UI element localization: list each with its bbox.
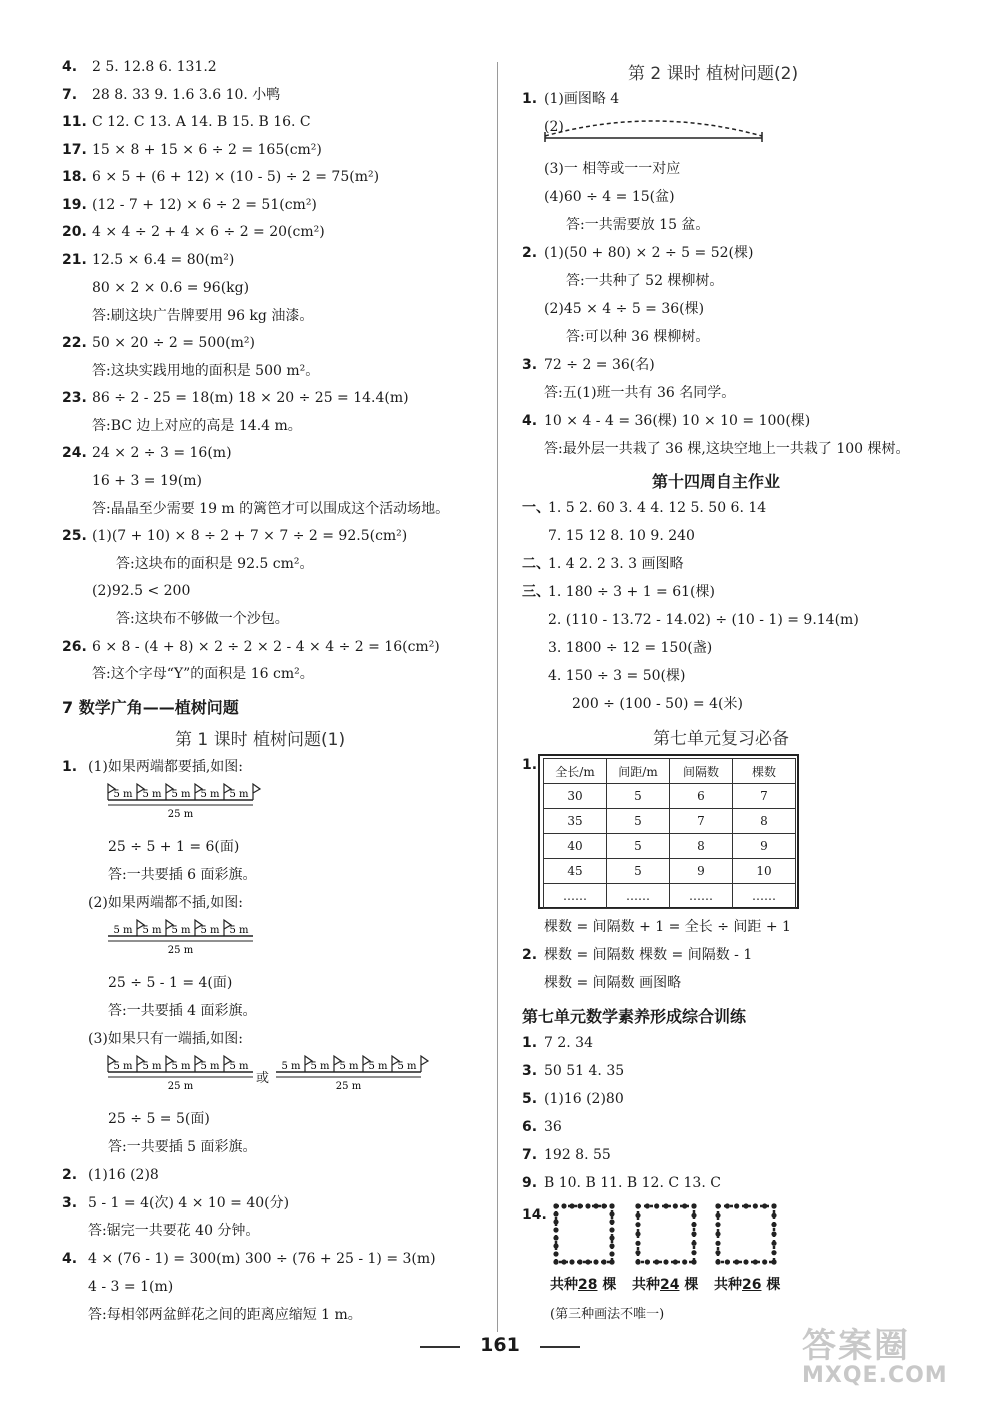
or-label: 或 xyxy=(256,1071,270,1086)
week14-line: 2. (110 - 13.72 - 14.02) ÷ (10 - 1) = 9.14(m) xyxy=(548,612,859,628)
segment-label: 5 m xyxy=(310,1061,330,1072)
week14-heading: 第十四周自主作业 xyxy=(652,472,781,491)
answer-line: 答:这块实践用地的面积是 500 m²。 xyxy=(92,363,320,379)
lesson1-q4-answer: 答:每相邻两盆鲜花之间的距离应缩短 1 m。 xyxy=(88,1307,362,1323)
tree-dot xyxy=(691,1203,696,1208)
answer-line: (2)92.5 < 200 xyxy=(92,583,191,599)
tree-dot xyxy=(635,1213,640,1218)
answer-num: 26. xyxy=(62,639,87,655)
lesson1-heading: 第 1 课时 植树问题(1) xyxy=(175,730,346,750)
tree-dot xyxy=(682,1259,687,1264)
lesson2-line: 答:一共种了 52 棵柳树。 xyxy=(566,273,724,289)
table-cell: 9 xyxy=(733,834,796,859)
lesson2-line: (2) xyxy=(544,119,564,135)
lesson2-line: 答:五(1)班一共有 36 名同学。 xyxy=(544,385,736,401)
segment-label: 5 m xyxy=(113,1061,133,1072)
segment-label: 5 m xyxy=(397,1061,417,1072)
tree-dot xyxy=(762,1259,767,1264)
review-heading: 第七单元复习必备 xyxy=(653,729,789,749)
week14-line: 4. 150 ÷ 3 = 50(棵) xyxy=(548,668,686,684)
caption-prefix: 共种 xyxy=(714,1277,742,1293)
tree-dot xyxy=(635,1241,640,1246)
answer-num: 24. xyxy=(62,445,87,461)
answer-line: 2 5. 12.8 6. 131.2 xyxy=(92,59,217,75)
segment-label: 5 m xyxy=(171,789,191,800)
table-row xyxy=(544,834,796,859)
table-header-row xyxy=(544,759,796,784)
tree-dot xyxy=(601,1259,606,1264)
arc-diagram xyxy=(540,112,770,146)
page-number: 161 xyxy=(480,1334,520,1356)
table-cell: 40 xyxy=(544,834,607,859)
lesson1-q2-text: (1)16 (2)8 xyxy=(88,1167,159,1183)
lesson1-q1b-text: (2)如果两端都不插,如图: xyxy=(88,895,243,911)
training-line: 192 8. 55 xyxy=(544,1147,611,1163)
table-row xyxy=(544,809,796,834)
table-cell: 8 xyxy=(670,834,733,859)
tree-dot xyxy=(771,1241,776,1246)
answer-line: 50 × 20 ÷ 2 = 500(m²) xyxy=(92,335,255,351)
lesson1-q2-num: 2. xyxy=(62,1167,78,1183)
tree-dot xyxy=(663,1259,668,1264)
segment-label: 5 m xyxy=(229,1061,249,1072)
tree-dot xyxy=(654,1259,659,1264)
flag-diagram-both-ends xyxy=(104,780,284,826)
tree-dot xyxy=(771,1231,776,1236)
answer-line: (1)(7 + 10) × 8 ÷ 2 + 7 × 7 ÷ 2 = 92.5(cm²) xyxy=(92,528,408,544)
tree-dot xyxy=(553,1211,558,1216)
lesson1-q1a-calc: 25 ÷ 5 + 1 = 6(面) xyxy=(108,839,240,855)
lesson1-q1b-calc: 25 ÷ 5 - 1 = 4(面) xyxy=(108,975,233,991)
tree-dot xyxy=(635,1222,640,1227)
tree-dot xyxy=(771,1250,776,1255)
answer-line: 6 × 8 - (4 + 8) × 2 ÷ 2 × 2 - 4 × 4 ÷ 2 = 16(cm²) xyxy=(92,639,440,655)
table-cell: 9 xyxy=(670,859,733,884)
segment-label: 5 m xyxy=(142,789,162,800)
tree-dot xyxy=(743,1259,748,1264)
lesson1-q1b-answer: 答:一共要插 4 面彩旗。 xyxy=(108,1003,257,1019)
answer-line: 答:这块布的面积是 92.5 cm²。 xyxy=(116,556,314,572)
tree-dot xyxy=(569,1259,574,1264)
lesson2-line: (1)(50 + 80) × 2 ÷ 5 = 52(棵) xyxy=(544,245,754,261)
answer-line: 28 8. 33 9. 1.6 3.6 10. 小鸭 xyxy=(92,87,281,103)
lesson1-q3-answer: 答:锯完一共要花 40 分钟。 xyxy=(88,1223,260,1239)
table-row xyxy=(544,784,796,809)
q14-caption xyxy=(550,1276,616,1294)
tree-dot xyxy=(593,1203,598,1208)
tree-dot xyxy=(645,1259,650,1264)
lesson1-q4-num: 4. xyxy=(62,1251,78,1267)
caption-prefix: 共种 xyxy=(632,1277,660,1293)
tree-dot xyxy=(609,1243,614,1248)
answer-num: 4. xyxy=(62,59,78,75)
answer-line: 答:刷这块广告牌要用 96 kg 油漆。 xyxy=(92,308,314,324)
caption-prefix: 共种 xyxy=(550,1277,578,1293)
lesson1-q1a-answer: 答:一共要插 6 面彩旗。 xyxy=(108,867,257,883)
week14-num: 三、 xyxy=(522,584,550,600)
total-label: 25 m xyxy=(167,809,194,820)
tree-dot xyxy=(691,1231,696,1236)
table-row xyxy=(544,884,796,909)
segment-label: 5 m xyxy=(142,1061,162,1072)
week14-num: 二、 xyxy=(522,556,550,572)
week14-num: 一、 xyxy=(522,500,550,516)
tree-dot xyxy=(635,1231,640,1236)
week14-line: 1. 180 ÷ 3 + 1 = 61(棵) xyxy=(548,584,715,600)
lesson1-q4-calc: 4 - 3 = 1(m) xyxy=(88,1279,174,1295)
table-cell: …… xyxy=(733,884,796,909)
answer-line: 24 × 2 ÷ 3 = 16(m) xyxy=(92,445,232,461)
lesson2-line: (1)画图略 4 xyxy=(544,91,620,107)
caption-value: 26 xyxy=(742,1277,762,1293)
answer-num: 21. xyxy=(62,252,87,268)
review-q1-num: 1. xyxy=(522,757,538,773)
tree-dot xyxy=(609,1219,614,1224)
segment-label: 5 m xyxy=(368,1061,388,1072)
dotted-square xyxy=(638,1206,694,1262)
page-number-rule-right xyxy=(540,1346,580,1348)
flag-mark xyxy=(253,784,260,800)
table-cell: …… xyxy=(544,884,607,909)
tree-dot xyxy=(771,1213,776,1218)
review-table xyxy=(543,758,796,909)
caption-suffix: 棵 xyxy=(597,1277,617,1293)
tree-dot xyxy=(771,1222,776,1227)
flag-diagram-one-end-b xyxy=(272,1052,452,1098)
answer-line: 答:这个字母“Y”的面积是 16 cm²。 xyxy=(92,666,314,682)
total-label: 25 m xyxy=(335,1081,362,1092)
lesson2-line: 答:最外层一共栽了 36 棵,这块空地上一共栽了 100 棵树。 xyxy=(544,441,910,457)
answer-line: (12 - 7 + 12) × 6 ÷ 2 = 51(cm²) xyxy=(92,197,317,213)
segment-label: 5 m xyxy=(229,925,249,936)
training-line: (1)16 (2)80 xyxy=(544,1091,624,1107)
training-num: 9. xyxy=(522,1175,538,1191)
review-line: 棵数 = 间隔数 画图略 xyxy=(544,975,682,991)
tree-dot xyxy=(771,1259,776,1264)
lesson2-line: 72 ÷ 2 = 36(名) xyxy=(544,357,655,373)
lesson2-heading: 第 2 课时 植树问题(2) xyxy=(628,64,799,84)
column-divider xyxy=(497,62,498,1332)
dotted-square xyxy=(556,1206,612,1262)
tree-dot xyxy=(645,1203,650,1208)
q14-caption xyxy=(632,1276,698,1294)
tree-dot xyxy=(654,1203,659,1208)
total-label: 25 m xyxy=(167,945,194,956)
table-header-cell: 棵数 xyxy=(733,759,796,784)
answer-line: 16 + 3 = 19(m) xyxy=(92,473,202,489)
tree-dot xyxy=(609,1211,614,1216)
tree-dot xyxy=(715,1250,720,1255)
tree-dot xyxy=(609,1251,614,1256)
lesson2-line: (2)45 × 4 ÷ 5 = 36(棵) xyxy=(544,301,705,317)
tree-dot xyxy=(725,1259,730,1264)
table-cell: …… xyxy=(670,884,733,909)
tree-dot xyxy=(691,1250,696,1255)
segment-label: 5 m xyxy=(142,925,162,936)
training-num: 7. xyxy=(522,1147,538,1163)
tree-dot xyxy=(585,1259,590,1264)
week14-line: 3. 1800 ÷ 12 = 150(盏) xyxy=(548,640,713,656)
tree-dot xyxy=(561,1203,566,1208)
table-cell: 5 xyxy=(607,834,670,859)
tree-dot xyxy=(561,1259,566,1264)
week14-line: 1. 4 2. 2 3. 3 画图略 xyxy=(548,556,684,572)
lesson1-q1-num: 1. xyxy=(62,759,78,775)
lesson2-line: 10 × 4 - 4 = 36(棵) 10 × 10 = 100(棵) xyxy=(544,413,811,429)
table-cell: 5 xyxy=(607,859,670,884)
tree-dot xyxy=(715,1241,720,1246)
segment-label: 5 m xyxy=(339,1061,359,1072)
table-cell: 7 xyxy=(670,809,733,834)
lesson2-num: 3. xyxy=(522,357,538,373)
tree-dot xyxy=(715,1203,720,1208)
lesson1-q1a-text: (1)如果两端都要插,如图: xyxy=(88,759,243,775)
q14-dotted-squares xyxy=(550,1200,790,1272)
training-line: 7 2. 34 xyxy=(544,1035,593,1051)
answer-num: 11. xyxy=(62,114,87,130)
tree-dot xyxy=(762,1203,767,1208)
segment-label: 5 m xyxy=(113,925,133,936)
segment-label: 5 m xyxy=(200,1061,220,1072)
lesson1-q1c-answer: 答:一共要插 5 面彩旗。 xyxy=(108,1139,257,1155)
week14-line: 7. 15 12 8. 10 9. 240 xyxy=(548,528,695,544)
lesson2-num: 1. xyxy=(522,91,538,107)
answer-num: 17. xyxy=(62,142,87,158)
tree-dot xyxy=(691,1241,696,1246)
training-num: 3. xyxy=(522,1063,538,1079)
caption-value: 28 xyxy=(578,1277,598,1293)
review-num: 2. xyxy=(522,947,538,963)
tree-dot xyxy=(609,1259,614,1264)
tree-dot xyxy=(753,1259,758,1264)
answer-line: 答:BC 边上对应的高是 14.4 m。 xyxy=(92,418,302,434)
lesson2-line: 答:可以种 36 棵柳树。 xyxy=(566,329,710,345)
lesson2-line: (4)60 ÷ 4 = 15(盆) xyxy=(544,189,675,205)
table-header-cell: 间隔数 xyxy=(670,759,733,784)
lesson2-num: 2. xyxy=(522,245,538,261)
answer-num: 22. xyxy=(62,335,87,351)
tree-dot xyxy=(553,1251,558,1256)
tree-dot xyxy=(753,1203,758,1208)
table-cell: 8 xyxy=(733,809,796,834)
answer-num: 7. xyxy=(62,87,78,103)
week14-line: 200 ÷ (100 - 50) = 4(米) xyxy=(572,696,743,712)
tree-dot xyxy=(553,1259,558,1264)
tree-dot xyxy=(725,1203,730,1208)
q14-num: 14. xyxy=(522,1207,547,1223)
tree-dot xyxy=(577,1259,582,1264)
lesson1-q3-num: 3. xyxy=(62,1195,78,1211)
watermark-en: MXQE.COM xyxy=(802,1363,948,1388)
caption-suffix: 棵 xyxy=(761,1277,781,1293)
lesson2-line: (3)一 相等或一一对应 xyxy=(544,161,681,177)
table-cell: …… xyxy=(607,884,670,909)
tree-dot xyxy=(553,1219,558,1224)
training-line: 36 xyxy=(544,1119,562,1135)
tree-dot xyxy=(593,1259,598,1264)
tree-dot xyxy=(682,1203,687,1208)
dotted-square xyxy=(718,1206,774,1262)
tree-dot xyxy=(553,1235,558,1240)
review-line: 棵数 = 间隔数 棵数 = 间隔数 - 1 xyxy=(544,947,753,963)
page-number-rule-left xyxy=(420,1346,460,1348)
tree-dot xyxy=(569,1203,574,1208)
total-label: 25 m xyxy=(167,1081,194,1092)
answer-num: 19. xyxy=(62,197,87,213)
tree-dot xyxy=(691,1259,696,1264)
segment-label: 5 m xyxy=(281,1061,301,1072)
tree-dot xyxy=(734,1203,739,1208)
tree-dot xyxy=(609,1203,614,1208)
caption-suffix: 棵 xyxy=(679,1277,699,1293)
table-cell: 5 xyxy=(607,809,670,834)
training-line: 50 51 4. 35 xyxy=(544,1063,625,1079)
tree-dot xyxy=(715,1259,720,1264)
tree-dot xyxy=(553,1243,558,1248)
tree-dot xyxy=(577,1203,582,1208)
segment-label: 5 m xyxy=(200,789,220,800)
week14-line: 1. 5 2. 60 3. 4 4. 12 5. 50 6. 14 xyxy=(548,500,767,516)
answer-num: 25. xyxy=(62,528,87,544)
answer-line: 80 × 2 × 0.6 = 96(kg) xyxy=(92,280,250,296)
tree-dot xyxy=(609,1227,614,1232)
table-cell: 7 xyxy=(733,784,796,809)
watermark-cn: 答案圈 xyxy=(802,1326,910,1366)
table-cell: 10 xyxy=(733,859,796,884)
tree-dot xyxy=(743,1203,748,1208)
training-num: 6. xyxy=(522,1119,538,1135)
training-heading: 第七单元数学素养形成综合训练 xyxy=(522,1007,747,1026)
training-line: B 10. B 11. B 12. C 13. C xyxy=(544,1175,721,1191)
answer-line: 6 × 5 + (6 + 12) × (10 - 5) ÷ 2 = 75(m²) xyxy=(92,169,380,185)
segment-label: 5 m xyxy=(200,925,220,936)
tree-dot xyxy=(585,1203,590,1208)
lesson2-num: 4. xyxy=(522,413,538,429)
table-cell: 5 xyxy=(607,784,670,809)
tree-dot xyxy=(673,1259,678,1264)
tree-dot xyxy=(715,1213,720,1218)
answer-num: 18. xyxy=(62,169,87,185)
flag-diagram-no-ends xyxy=(104,916,284,962)
tree-dot xyxy=(635,1203,640,1208)
table-cell: 30 xyxy=(544,784,607,809)
answer-num: 23. xyxy=(62,390,87,406)
unit-heading: 7 数学广角——植树问题 xyxy=(62,698,239,717)
answer-line: 86 ÷ 2 - 25 = 18(m) 18 × 20 ÷ 25 = 14.4(m) xyxy=(92,390,409,406)
tree-dot xyxy=(715,1231,720,1236)
tree-dot xyxy=(691,1222,696,1227)
answer-line: 15 × 8 + 15 × 6 ÷ 2 = 165(cm²) xyxy=(92,142,322,158)
answer-line: 12.5 × 6.4 = 80(m²) xyxy=(92,252,235,268)
lesson2-line: 答:一共需要放 15 盆。 xyxy=(566,217,710,233)
table-cell: 45 xyxy=(544,859,607,884)
lesson1-q3-text: 5 - 1 = 4(次) 4 × 10 = 40(分) xyxy=(88,1195,290,1211)
segment-label: 5 m xyxy=(229,789,249,800)
table-header-cell: 全长/m xyxy=(544,759,607,784)
training-num: 1. xyxy=(522,1035,538,1051)
tree-dot xyxy=(663,1203,668,1208)
tree-dot xyxy=(734,1259,739,1264)
answer-line: C 12. C 13. A 14. B 15. B 16. C xyxy=(92,114,311,130)
lesson1-q4-text: 4 × (76 - 1) = 300(m) 300 ÷ (76 + 25 - 1) = 3(m) xyxy=(88,1251,436,1267)
table-header-cell: 间距/m xyxy=(607,759,670,784)
table-row xyxy=(544,859,796,884)
answer-num: 20. xyxy=(62,224,87,240)
q14-caption xyxy=(714,1276,780,1294)
flag-mark xyxy=(421,1056,428,1072)
tree-dot xyxy=(601,1203,606,1208)
review-line: 棵数 = 间隔数 + 1 = 全长 ÷ 间距 + 1 xyxy=(544,919,791,935)
tree-dot xyxy=(771,1203,776,1208)
segment-label: 5 m xyxy=(171,1061,191,1072)
lesson1-q1c-text: (3)如果只有一端插,如图: xyxy=(88,1031,243,1047)
tree-dot xyxy=(691,1213,696,1218)
tree-dot xyxy=(609,1235,614,1240)
q14-note: (第三种画法不唯一) xyxy=(550,1307,665,1322)
training-num: 5. xyxy=(522,1091,538,1107)
tree-dot xyxy=(635,1250,640,1255)
segment-label: 5 m xyxy=(113,789,133,800)
caption-value: 24 xyxy=(660,1277,680,1293)
answer-line: 4 × 4 ÷ 2 + 4 × 6 ÷ 2 = 20(cm²) xyxy=(92,224,325,240)
tree-dot xyxy=(715,1222,720,1227)
answer-line: 答:晶晶至少需要 19 m 的篱笆才可以围成这个活动场地。 xyxy=(92,501,450,517)
answer-line: 答:这块布不够做一个沙包。 xyxy=(116,611,289,627)
lesson1-q1c-calc: 25 ÷ 5 = 5(面) xyxy=(108,1111,210,1127)
tree-dot xyxy=(673,1203,678,1208)
tree-dot xyxy=(553,1227,558,1232)
tree-dot xyxy=(635,1259,640,1264)
tree-dot xyxy=(553,1203,558,1208)
segment-label: 5 m xyxy=(171,925,191,936)
watermark xyxy=(802,1318,982,1398)
table-cell: 35 xyxy=(544,809,607,834)
table-cell: 6 xyxy=(670,784,733,809)
